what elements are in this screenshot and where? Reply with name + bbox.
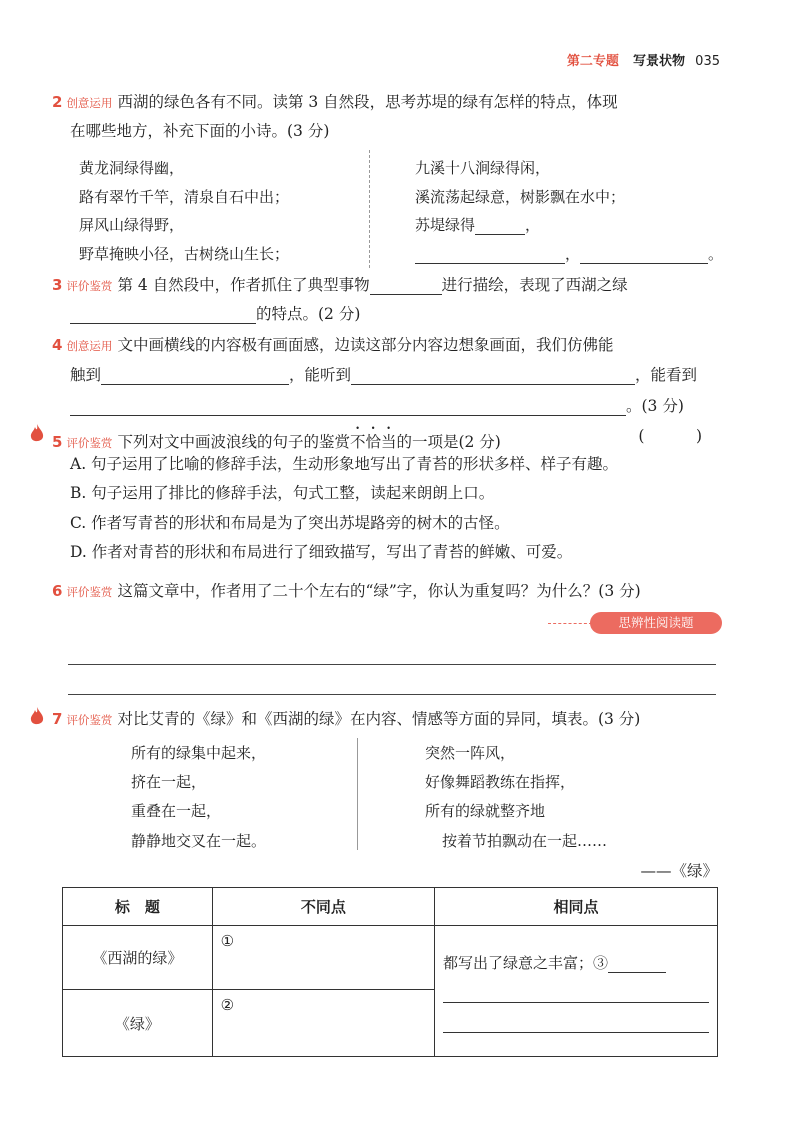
question-number: 2 — [52, 93, 63, 111]
q6-stem: 6 评价鉴赏 这篇文章中，作者用了二十个左右的“绿”字，你认为重复吗？为什么？(3 分) — [52, 582, 641, 600]
flame-icon — [30, 424, 44, 444]
row-title: 《绿》 — [63, 990, 213, 1057]
poem-line: 黄龙洞绿得幽， — [79, 159, 185, 177]
section-title: 第二专题 — [566, 54, 619, 69]
row-title: 《西湖的绿》 — [63, 926, 213, 990]
chapter-title: 写景状物 — [633, 54, 686, 69]
q7-stem: 7 评价鉴赏 对比艾青的《绿》和《西湖的绿》在内容、情感等方面的异同，填表。(3 分) — [52, 710, 641, 728]
option-b: B. 句子运用了排比的修辞手法，句式工整，读起来朗朗上口。 — [70, 484, 495, 502]
answer-line[interactable] — [443, 973, 709, 1003]
question-tag: 评价鉴赏 — [66, 713, 113, 727]
poem-divider — [357, 738, 358, 850]
poem-line: 所有的绿就整齐地 — [425, 802, 546, 820]
q4-stem-line3: 。(3 分) — [70, 394, 684, 416]
flame-icon — [30, 707, 44, 727]
table-header: 相同点 — [434, 888, 717, 926]
poem-line: 按着节拍飘动在一起…… — [442, 832, 608, 850]
q3-stem-line2: 的特点。(2 分) — [70, 302, 360, 324]
poem-line: 屏风山绿得野， — [79, 216, 185, 234]
poem-line: 野草掩映小径，古树绕山生长； — [79, 245, 290, 263]
answer-blank[interactable] — [70, 398, 626, 416]
q2-stem-line1: 2 创意运用 西湖的绿色各有不同。读第 3 自然段，思考苏堤的绿有怎样的特点，体现 — [52, 93, 618, 111]
poem-source: ——《绿》 — [640, 862, 718, 880]
answer-line[interactable] — [443, 1003, 709, 1033]
answer-line[interactable] — [68, 694, 716, 695]
answer-blank[interactable] — [70, 306, 256, 324]
q4-stem-line1: 4 创意运用 文中画横线的内容极有画面感，边读这部分内容边想象画面，我们仿佛能 — [52, 336, 614, 354]
option-d: D. 作者对青苔的形状和布局进行了细致描写，写出了青苔的鲜嫩、可爱。 — [70, 543, 573, 561]
option-a: A. 句子运用了比喻的修辞手法，生动形象地写出了青苔的形状多样、样子有趣。 — [70, 455, 619, 473]
emphasized-text: 不恰当 — [349, 433, 397, 451]
poem-line: 九溪十八涧绿得闲， — [415, 159, 551, 177]
answer-paren[interactable]: ( ) — [638, 427, 720, 445]
poem-line-blank: ， 。 — [415, 243, 723, 264]
question-number: 7 — [52, 710, 63, 728]
question-tag: 评价鉴赏 — [66, 279, 113, 293]
question-number: 4 — [52, 336, 63, 354]
poem-line: 所有的绿集中起来， — [131, 744, 267, 762]
diff-cell[interactable]: ② — [212, 990, 434, 1057]
poem-divider — [369, 150, 370, 268]
table-header: 标 题 — [63, 888, 213, 926]
answer-blank[interactable] — [351, 367, 635, 385]
answer-blank[interactable] — [475, 217, 525, 235]
question-number: 3 — [52, 276, 63, 294]
badge-connector — [548, 623, 592, 624]
answer-blank[interactable] — [101, 367, 289, 385]
question-tag: 评价鉴赏 — [66, 436, 113, 450]
q4-stem-line2: 触到 ，能听到 ，能看到 — [70, 366, 698, 384]
q5-stem: 5 评价鉴赏 下列对文中画波浪线的句子的鉴赏不恰当的一项是(2 分) ( ) — [52, 424, 720, 452]
answer-blank[interactable] — [370, 277, 442, 295]
question-tag: 创意运用 — [66, 339, 113, 353]
question-number: 5 — [52, 433, 63, 451]
answer-blank[interactable] — [580, 246, 708, 264]
poem-line-blank: 苏堤绿得 ， — [415, 216, 541, 234]
answer-blank[interactable] — [608, 955, 666, 973]
poem-line: 静静地交叉在一起。 — [131, 832, 267, 850]
poem-line: 重叠在一起， — [131, 802, 222, 820]
question-tag: 评价鉴赏 — [66, 585, 113, 599]
answer-blank[interactable] — [415, 246, 565, 264]
comparison-table — [62, 887, 718, 1057]
question-tag: 创意运用 — [66, 96, 113, 110]
same-cell[interactable]: 都写出了绿意之丰富；③ — [434, 926, 717, 1057]
table-header: 不同点 — [212, 888, 434, 926]
question-number: 6 — [52, 582, 63, 600]
poem-line: 突然一阵风， — [425, 744, 516, 762]
critical-reading-badge: 思辨性阅读题 — [590, 612, 722, 634]
page-header — [567, 50, 720, 69]
q3-stem-line1: 3 评价鉴赏 第 4 自然段中，作者抓住了典型事物 进行描绘，表现了西湖之绿 — [52, 276, 628, 294]
poem-line: 好像舞蹈教练在指挥， — [425, 773, 576, 791]
page-number: 035 — [695, 54, 720, 69]
q2-stem-line2: 在哪些地方，补充下面的小诗。(3 分) — [70, 122, 330, 140]
poem-line: 路有翠竹千竿，清泉自石中出； — [79, 188, 290, 206]
diff-cell[interactable]: ① — [212, 926, 434, 990]
answer-line[interactable] — [68, 664, 716, 665]
poem-line: 溪流荡起绿意，树影飘在水中； — [415, 188, 626, 206]
option-c: C. 作者写青苔的形状和布局是为了突出苏堤路旁的树木的古怪。 — [70, 514, 510, 532]
poem-line: 挤在一起， — [131, 773, 207, 791]
